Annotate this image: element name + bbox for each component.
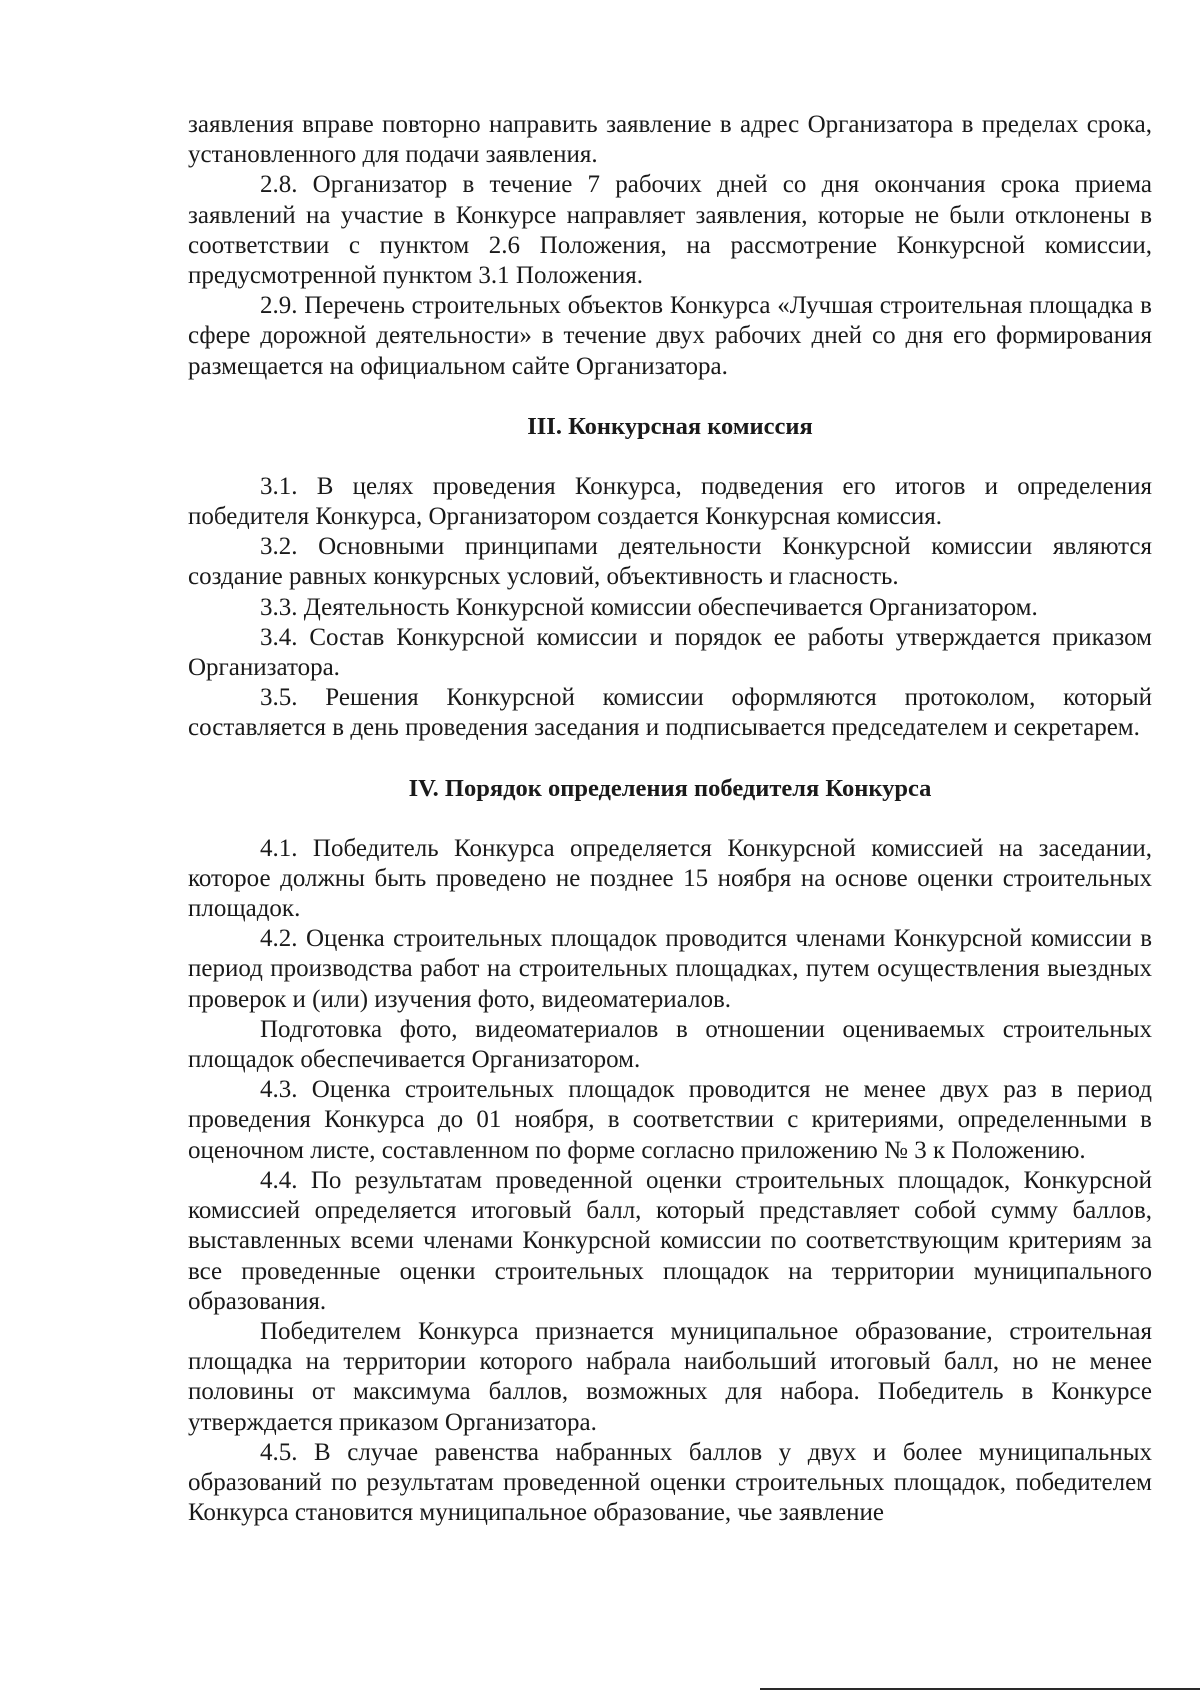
scan-edge-line: [760, 1688, 1200, 1690]
paragraph-4-3: 4.3. Оценка строительных площадок проводится не менее двух раз в период проведения Конкурса до 01 ноября, в соответствии с критериями, определенными в оценочном листе, составленном по форме согласно приложению № 3 к Положению.: [188, 1076, 1152, 1164]
paragraph-2-8: 2.8. Организатор в течение 7 рабочих дней со дня окончания срока приема заявлений на участие в Конкурсе направляет заявления, которые не были отклонены в соответствии с пунктом 2.6 Положения, на рассмотрение Конкурсной комиссии, предусмотренной пунктом 3.1 Положения.: [188, 171, 1152, 290]
paragraph-3-1: 3.1. В целях проведения Конкурса, подведения его итогов и определения победителя Конкурса, Организатором создается Конкурсная комиссия.: [188, 472, 1152, 531]
paragraph-4-2-preparation: Подготовка фото, видеоматериалов в отношении оцениваемых строительных площадок обеспечивается Организатором.: [188, 1015, 1152, 1074]
section-3-heading: III. Конкурсная комиссия: [527, 412, 813, 440]
section-4-heading: IV. Порядок определения победителя Конкурса: [408, 774, 932, 802]
paragraph-4-4-winner: Победителем Конкурса признается муниципальное образование, строительная площадка на территории которого набрала наибольший итоговый балл, но не менее половины от максимума баллов, возможных для набора. Победитель в Конкурсе утверждается приказом Организатора.: [188, 1317, 1152, 1436]
paragraph-4-1: 4.1. Победитель Конкурса определяется Конкурсной комиссией на заседании, которое должны быть проведено не позднее 15 ноября на основе оценки строительных площадок.: [188, 834, 1152, 923]
paragraph-3-5: 3.5. Решения Конкурсной комиссии оформляются протоколом, который составляется в день проведения заседания и подписывается председателем и секретарем.: [188, 684, 1152, 742]
document-page: [188, 110, 1152, 1528]
paragraph-3-4: 3.4. Состав Конкурсной комиссии и порядок ее работы утверждается приказом Организатора.: [188, 623, 1152, 682]
paragraph-3-3: 3.3. Деятельность Конкурсной комиссии обеспечивается Организатором.: [260, 593, 1038, 621]
paragraph-3-2: 3.2. Основными принципами деятельности Конкурсной комиссии являются создание равных конкурсных условий, объективность и гласность.: [188, 533, 1152, 591]
paragraph-2-7-continuation: заявления вправе повторно направить заявление в адрес Организатора в пределах срока, установленного для подачи заявления.: [188, 111, 1152, 169]
paragraph-4-5: 4.5. В случае равенства набранных баллов у двух и более муниципальных образований по результатам проведенной оценки строительных площадок, победителем Конкурса становится муниципальное образование, чье заявление: [188, 1438, 1152, 1527]
paragraph-2-9: 2.9. Перечень строительных объектов Конкурса «Лучшая строительная площадка в сфере дорожной деятельности» в течение двух рабочих дней со дня его формирования размещается на официальном сайте Организатора.: [188, 292, 1152, 380]
paragraph-4-2: 4.2. Оценка строительных площадок проводится членами Конкурсной комиссии в период производства работ на строительных площадках, путем осуществления выездных проверок и (или) изучения фото, видеоматериалов.: [188, 925, 1152, 1013]
paragraph-4-4: 4.4. По результатам проведенной оценки строительных площадок, Конкурсной комиссией определяется итоговый балл, который представляет собой сумму баллов, выставленных всеми членами Конкурсной комиссии по соответствующим критериям за все проведенные оценки строительных площадок на территории муниципального образования.: [188, 1166, 1152, 1315]
